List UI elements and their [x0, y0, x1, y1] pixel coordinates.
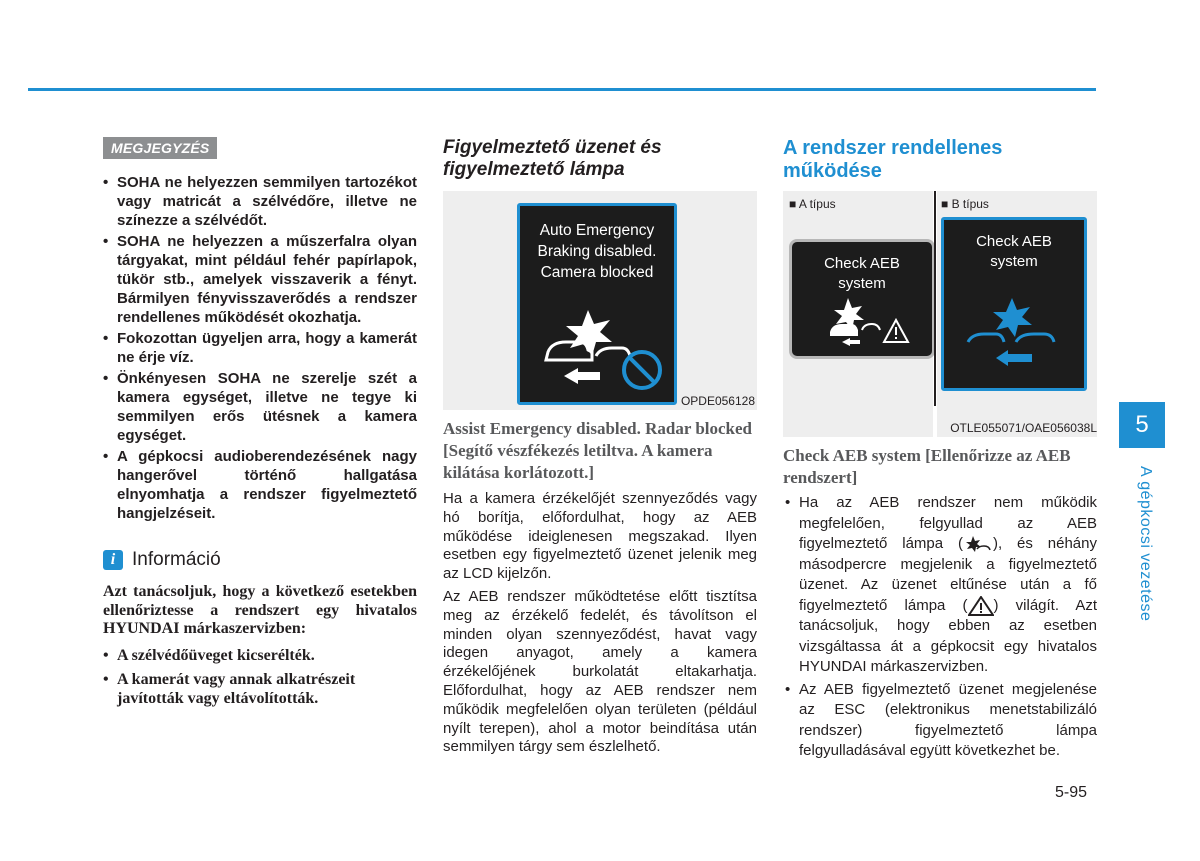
section-heading — [443, 137, 757, 181]
note-item: • Fokozottan ügyeljen arra, hogy a kamerát ne érje víz. — [103, 329, 417, 367]
section-heading-line: Figyelmeztető üzenet és — [443, 137, 662, 158]
figure-code: OPDE056128 — [680, 394, 755, 408]
page-number: 5-95 — [1055, 784, 1088, 801]
body-paragraph: Az AEB rendszer működtetése előtt tisztítsa meg az érzékelő fedelét, és távolítson el minden olyan szennyeződést, havat vagy idegen anyagot, amely a kamera érzékelőjének burkolatát eltakarhatja. Előfordulhat, hogy az AEB rendszer nem működik megfelelően olyan területen (például nyílt terepen), ahol a motor beindítása után semmilyen tárgy sem észlelhető. — [443, 587, 757, 756]
type-a-screen — [789, 239, 935, 359]
text-run: Ha az AEB rendszer nem működik megfelelően, felgyullad az AEB figyelmeztető lámpa ( — [799, 494, 1097, 552]
type-a-message: Check AEB system — [824, 255, 900, 292]
text-run: ) világít. Azt tanácsoljuk, hogy ebben az esetben vizsgáltassa át a gépkocsit egy hivatalos HYUNDAI márkaszervizben. — [799, 596, 1097, 675]
warning-figure — [443, 191, 757, 410]
info-icon: i — [103, 550, 123, 570]
malfunction-figure — [783, 191, 1097, 437]
body-paragraph: Ha a kamera érzékelőjét szennyeződés vagy hó borítja, előfordulhat, hogy az AEB működése ideiglenesen megszakad. Ilyen esetben egy figyelmeztető üzenet jelenik meg az LCD kijelzőn. — [443, 490, 757, 583]
type-a-label: ■ A típus — [789, 197, 836, 211]
header-rule — [28, 88, 1096, 91]
note-list — [103, 173, 417, 523]
note-item: • SOHA ne helyezzen semmilyen tartozékot vagy matricát a szélvédőre, illetve ne színezze a szélvédőt. — [103, 173, 417, 230]
note-item: • A gépkocsi audioberendezésének nagy hangerővel történő hallgatása elnyomhatja a rendszer figyelmeztető hangjelzéseit. — [103, 447, 417, 523]
type-b-message: Check AEB system — [976, 233, 1052, 270]
note-item: • Önkényesen SOHA ne szerelje szét a kamera egységet, illetve ne tegye ki semmilyen erős ütésnek a kamera egységet. — [103, 369, 417, 445]
section-heading-line: A rendszer rendellenes — [783, 137, 1003, 159]
figure-divider — [934, 191, 936, 406]
no-entry-icon — [620, 348, 664, 392]
chapter-title: A gépkocsi vezetése — [1137, 466, 1154, 622]
aeb-warning-lamp-icon — [826, 296, 910, 348]
section-heading — [783, 137, 1097, 183]
notes-column — [103, 137, 417, 714]
aeb-warning-lamp-icon — [963, 535, 993, 553]
text-run: ), és néhány másodpercre megjelenik a figyelmeztető üzenet. Az üzenet eltűnése után a fő figyelmeztető lámpa ( — [799, 535, 1097, 614]
message-heading: Assist Emergency disabled. Radar blocked [Segítő vészfékezés letiltva. A kamera kilátása korlátozott.] — [443, 419, 753, 482]
info-text: Azt tanácsoljuk, hogy a következő esetekben ellenőriztesse a rendszert egy hivatalos HYUNDAI márkaszervizben: — [103, 583, 417, 637]
message-heading: Check AEB system [Ellenőrizze az AEB rendszert] — [783, 446, 1071, 487]
aeb-collision-icon — [960, 292, 1070, 372]
type-a-panel — [783, 191, 933, 437]
type-b-screen — [941, 217, 1087, 391]
malfunction-column — [783, 137, 1097, 764]
list-item: • Az AEB figyelmeztető üzenet megjelenése az ESC (elektronikus menetstabilizáló rendszer) figyelmeztető lámpa felgyulladásával együtt következhet be. — [783, 680, 1097, 762]
section-heading-line: működése — [783, 160, 882, 182]
chapter-number: 5 — [1119, 402, 1165, 448]
figure-code: OTLE055071/OAE056038L — [950, 421, 1097, 435]
info-item: • A kamerát vagy annak alkatrészeit javították vagy eltávolították. — [103, 671, 417, 708]
type-b-label: ■ B típus — [941, 197, 989, 211]
warning-message-column — [443, 137, 757, 757]
note-label: MEGJEGYZÉS — [103, 137, 217, 159]
info-list — [103, 647, 417, 709]
master-warning-icon — [968, 596, 994, 616]
info-title: Információ — [132, 549, 221, 570]
note-item: • SOHA ne helyezzen a műszerfalra olyan tárgyakat, mint például fehér papírlapok, tükör stb., amelyek visszaverik a fényt. Bármilyen fényvisszaverődés a rendszer rendellenes működését okozhatja. — [103, 232, 417, 327]
body-list — [783, 493, 1097, 762]
screen-message: Auto Emergency Braking disabled. Camera blocked — [537, 222, 657, 281]
info-header — [103, 549, 417, 571]
type-b-panel — [937, 191, 1097, 437]
info-item: • A szélvédőüveget kicserélték. — [103, 647, 417, 666]
section-heading-line: figyelmeztető lámpa — [443, 159, 625, 180]
cluster-screen — [517, 203, 677, 405]
list-item — [783, 493, 1097, 678]
